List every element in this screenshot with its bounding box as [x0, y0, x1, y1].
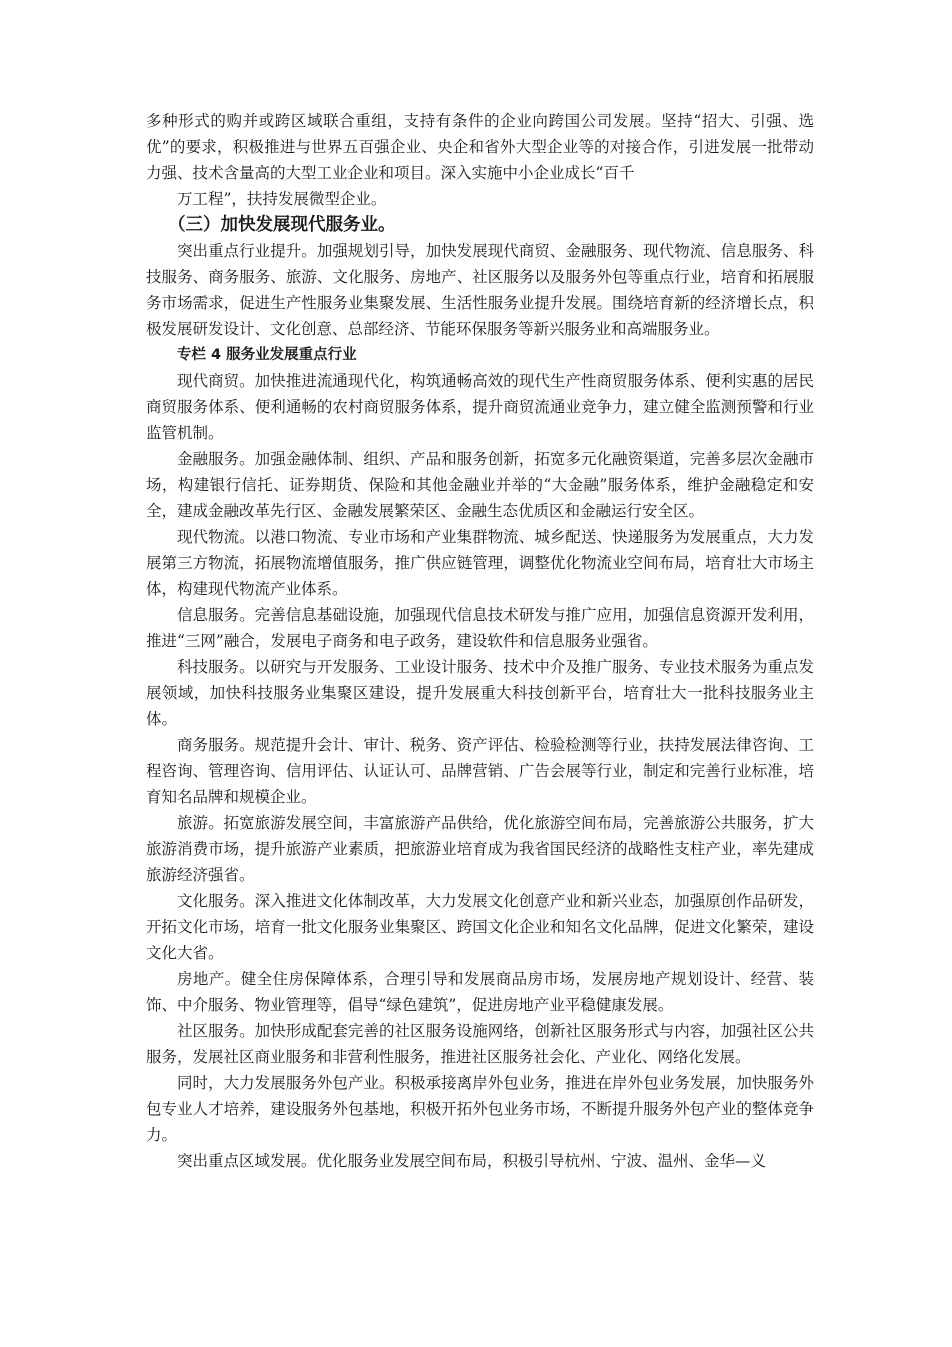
box-item-technology: 科技服务。以研究与开发服务、工业设计服务、技术中介及推广服务、专业技术服务为重点发展领域，加快科技服务业集聚区建设，提升发展重大科技创新平台，培育壮大一批科技服务业主体。 [146, 658, 814, 728]
paragraph-key-industries: 突出重点行业提升。加强规划引导，加快发展现代商贸、金融服务、现代物流、信息服务、科技服务、商务服务、旅游、文化服务、房地产、社区服务以及服务外包等重点行业，培育和拓展服务市场需求，促进生产性服务业集聚发展、生活性服务业提升发展。围绕培育新的经济增长点，积极发展研发设计、文化创意、总部经济、节能环保服务等新兴服务业和高端服务业。 [146, 242, 814, 338]
paragraph-intro-1: 多种形式的购并或跨区域联合重组，支持有条件的企业向跨国公司发展。坚持“招大、引强、选优”的要求，积极推进与世界五百强企业、央企和省外大型企业等的对接合作，引进发展一批带动力强、技术含量高的大型工业企业和项目。深入实施中小企业成长“百千 [146, 112, 814, 182]
box-item-business: 商务服务。规范提升会计、审计、税务、资产评估、检验检测等行业，扶持发展法律咨询、工程咨询、管理咨询、信用评估、认证认可、品牌营销、广告会展等行业，制定和完善行业标准，培育知名品牌和规模企业。 [146, 736, 814, 806]
box-item-community: 社区服务。加快形成配套完善的社区服务设施网络，创新社区服务形式与内容，加强社区公共服务，发展社区商业服务和非营利性服务，推进社区服务社会化、产业化、网络化发展。 [146, 1022, 814, 1066]
box-item-culture: 文化服务。深入推进文化体制改革，大力发展文化创意产业和新兴业态，加强原创作品研发，开拓文化市场，培育一批文化服务业集聚区、跨国文化企业和知名文化品牌，促进文化繁荣，建设文化大省。 [146, 892, 814, 962]
paragraph-key-regions: 突出重点区域发展。优化服务业发展空间布局，积极引导杭州、宁波、温州、金华—义 [177, 1152, 767, 1170]
paragraph-outsourcing: 同时，大力发展服务外包产业。积极承接离岸外包业务，推进在岸外包业务发展，加快服务外包专业人才培养，建设服务外包基地，积极开拓外包业务市场，不断提升服务外包产业的整体竞争力。 [146, 1074, 814, 1144]
document-body [146, 108, 814, 1174]
box-item-logistics: 现代物流。以港口物流、专业市场和产业集群物流、城乡配送、快递服务为发展重点，大力发展第三方物流，拓展物流增值服务，推广供应链管理，调整优化物流业空间布局，培育壮大市场主体，构建现代物流产业体系。 [146, 528, 814, 598]
box-item-tourism: 旅游。拓宽旅游发展空间，丰富旅游产品供给，优化旅游空间布局，完善旅游公共服务，扩大旅游消费市场，提升旅游产业素质，把旅游业培育成为我省国民经济的战略性支柱产业，率先建成旅游经济强省。 [146, 814, 814, 884]
box-item-information: 信息服务。完善信息基础设施，加强现代信息技术研发与推广应用，加强信息资源开发利用，推进“三网”融合，发展电子商务和电子政务，建设软件和信息服务业强省。 [146, 606, 814, 650]
section-heading: （三）加快发展现代服务业。 [168, 215, 396, 235]
box-item-commerce: 现代商贸。加快推进流通现代化，构筑通畅高效的现代生产性商贸服务体系、便利实惠的居民商贸服务体系、便利通畅的农村商贸服务体系，提升商贸流通业竞争力，建立健全监测预警和行业监管机制。 [146, 372, 814, 442]
box-item-real-estate: 房地产。健全住房保障体系，合理引导和发展商品房市场，发展房地产规划设计、经营、装饰、中介服务、物业管理等，倡导“绿色建筑”，促进房地产业平稳健康发展。 [146, 970, 814, 1014]
paragraph-intro-2: 万工程”，扶持发展微型企业。 [177, 190, 387, 208]
box-title: 专栏 4 服务业发展重点行业 [177, 347, 357, 363]
box-item-finance: 金融服务。加强金融体制、组织、产品和服务创新，拓宽多元化融资渠道，完善多层次金融市场，构建银行信托、证券期货、保险和其他金融业并举的“大金融”服务体系，维护金融稳定和安全，建成金融改革先行区、金融发展繁荣区、金融生态优质区和金融运行安全区。 [146, 450, 814, 520]
